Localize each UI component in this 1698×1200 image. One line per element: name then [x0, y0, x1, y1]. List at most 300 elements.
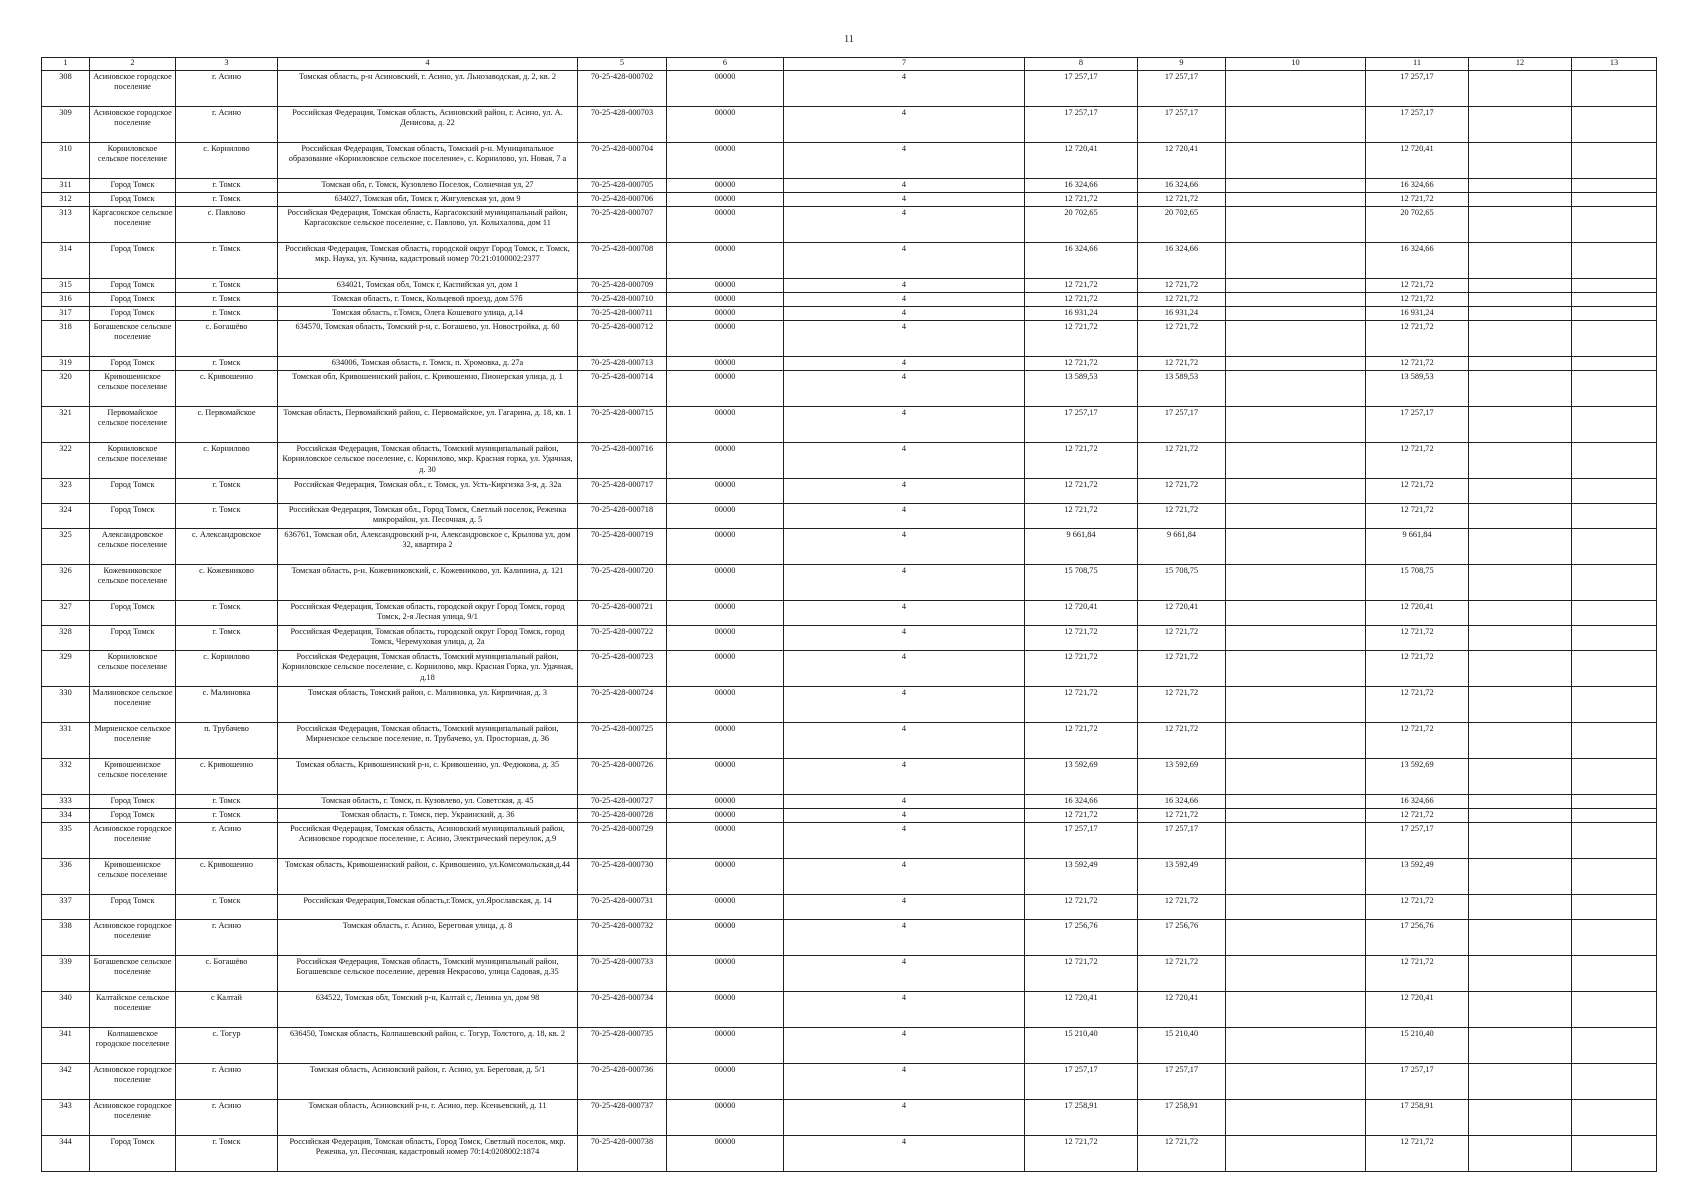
col7-cell: 4 [784, 279, 1025, 293]
municipality-cell: Кривошеинское сельское поселение [90, 371, 176, 407]
col13-cell [1572, 723, 1657, 759]
col13-cell [1572, 179, 1657, 193]
address-cell: Российская Федерация, Томская область, Томский р-н. Муниципальное образование «Корниловское сельское поселение», с. Корнилово, ул. Новая, 7 а [278, 143, 578, 179]
col11-cell: 17 257,17 [1366, 823, 1469, 859]
col12-cell [1469, 601, 1572, 626]
col13-cell [1572, 759, 1657, 795]
code-cell: 70-25-428-000722 [578, 626, 667, 651]
table-row [42, 1100, 1657, 1136]
col10-cell [1226, 809, 1366, 823]
address-cell: Российская Федерация,Томская область,г.Томск, ул.Ярославская, д. 14 [278, 895, 578, 920]
municipality-cell: Корниловское сельское поселение [90, 143, 176, 179]
col11-cell: 12 720,41 [1366, 601, 1469, 626]
row-number: 340 [42, 992, 90, 1028]
row-number: 308 [42, 71, 90, 107]
code-cell: 70-25-428-000735 [578, 1028, 667, 1064]
col11-cell: 17 257,17 [1366, 107, 1469, 143]
code-cell: 70-25-428-000721 [578, 601, 667, 626]
locality-cell: г. Томск [176, 601, 278, 626]
col12-cell [1469, 443, 1572, 479]
col12-cell [1469, 1136, 1572, 1172]
table-row [42, 293, 1657, 307]
municipality-cell: Город Томск [90, 193, 176, 207]
col12-cell [1469, 179, 1572, 193]
municipality-cell: Город Томск [90, 795, 176, 809]
municipality-cell: Кривошеинское сельское поселение [90, 859, 176, 895]
locality-cell: г. Томск [176, 895, 278, 920]
municipality-cell: Город Томск [90, 293, 176, 307]
municipality-cell: Город Томск [90, 601, 176, 626]
col12-cell [1469, 479, 1572, 504]
municipality-cell: Город Томск [90, 243, 176, 279]
col12-cell [1469, 293, 1572, 307]
col9-cell: 12 721,72 [1138, 357, 1226, 371]
col10-cell [1226, 795, 1366, 809]
col10-cell [1226, 1136, 1366, 1172]
col7-cell: 4 [784, 601, 1025, 626]
col13-cell [1572, 601, 1657, 626]
col10-cell [1226, 859, 1366, 895]
col10-cell [1226, 357, 1366, 371]
row-number: 341 [42, 1028, 90, 1064]
row-number: 343 [42, 1100, 90, 1136]
locality-cell: с. Богашёво [176, 321, 278, 357]
col6-cell: 00000 [667, 207, 784, 243]
col6-cell: 00000 [667, 759, 784, 795]
col8-cell: 12 721,72 [1025, 809, 1138, 823]
col6-cell: 00000 [667, 193, 784, 207]
municipality-cell: Корниловское сельское поселение [90, 651, 176, 687]
locality-cell: с. Кривошеино [176, 859, 278, 895]
table-row [42, 759, 1657, 795]
row-number: 321 [42, 407, 90, 443]
col10-cell [1226, 1064, 1366, 1100]
col13-cell [1572, 143, 1657, 179]
row-number: 314 [42, 243, 90, 279]
row-number: 329 [42, 651, 90, 687]
code-cell: 70-25-428-000732 [578, 920, 667, 956]
col9-cell: 20 702,65 [1138, 207, 1226, 243]
col8-cell: 12 721,72 [1025, 895, 1138, 920]
municipality-cell: Александровское сельское поселение [90, 529, 176, 565]
row-number: 327 [42, 601, 90, 626]
col11-cell: 20 702,65 [1366, 207, 1469, 243]
address-cell: Томская область, Асиновский р-н, г. Асино, пер. Ксеньевский, д. 11 [278, 1100, 578, 1136]
address-cell: 634006, Томская область, г. Томск, п. Хромовка, д. 27а [278, 357, 578, 371]
col13-cell [1572, 859, 1657, 895]
col6-cell: 00000 [667, 357, 784, 371]
municipality-cell: Город Томск [90, 307, 176, 321]
code-cell: 70-25-428-000708 [578, 243, 667, 279]
col12-cell [1469, 71, 1572, 107]
col7-cell: 4 [784, 956, 1025, 992]
col7-cell: 4 [784, 357, 1025, 371]
row-number: 318 [42, 321, 90, 357]
col13-cell [1572, 407, 1657, 443]
col9-cell: 17 257,17 [1138, 71, 1226, 107]
locality-cell: с. Кривошеино [176, 759, 278, 795]
col8-cell: 13 592,69 [1025, 759, 1138, 795]
locality-cell: г. Томск [176, 193, 278, 207]
col9-cell: 12 721,72 [1138, 1136, 1226, 1172]
address-cell: Томская область, Асиновский район, г. Асино, ул. Береговая, д. 5/1 [278, 1064, 578, 1100]
address-cell: 634021, Томская обл, Томск г, Каспийская ул, дом 1 [278, 279, 578, 293]
col13-cell [1572, 1136, 1657, 1172]
code-cell: 70-25-428-000705 [578, 179, 667, 193]
municipality-cell: Колпашевское городское поселение [90, 1028, 176, 1064]
col11-cell: 13 592,49 [1366, 859, 1469, 895]
row-number: 335 [42, 823, 90, 859]
locality-cell: с. Кожевниково [176, 565, 278, 601]
municipality-cell: Город Томск [90, 357, 176, 371]
row-number: 322 [42, 443, 90, 479]
municipality-cell: Корниловское сельское поселение [90, 443, 176, 479]
column-header: 10 [1226, 58, 1366, 71]
col6-cell: 00000 [667, 823, 784, 859]
municipality-cell: Город Томск [90, 279, 176, 293]
col13-cell [1572, 1100, 1657, 1136]
col8-cell: 12 721,72 [1025, 193, 1138, 207]
row-number: 319 [42, 357, 90, 371]
col7-cell: 4 [784, 823, 1025, 859]
col6-cell: 00000 [667, 795, 784, 809]
col7-cell: 4 [784, 859, 1025, 895]
address-cell: Томская область, р-н Асиновский, г. Асино, ул. Льнозаводская, д. 2, кв. 2 [278, 71, 578, 107]
col8-cell: 12 721,72 [1025, 687, 1138, 723]
col13-cell [1572, 992, 1657, 1028]
col9-cell: 12 721,72 [1138, 479, 1226, 504]
municipality-cell: Город Томск [90, 179, 176, 193]
code-cell: 70-25-428-000727 [578, 795, 667, 809]
address-cell: Томская область, Кривошеинский р-н, с. Кривошеино, ул. Федюкова, д. 35 [278, 759, 578, 795]
col11-cell: 15 210,40 [1366, 1028, 1469, 1064]
col12-cell [1469, 407, 1572, 443]
table-row [42, 407, 1657, 443]
col9-cell: 17 257,17 [1138, 107, 1226, 143]
code-cell: 70-25-428-000709 [578, 279, 667, 293]
col12-cell [1469, 107, 1572, 143]
row-number: 309 [42, 107, 90, 143]
col6-cell: 00000 [667, 723, 784, 759]
code-cell: 70-25-428-000738 [578, 1136, 667, 1172]
locality-cell: г. Томск [176, 479, 278, 504]
row-number: 338 [42, 920, 90, 956]
code-cell: 70-25-428-000728 [578, 809, 667, 823]
col13-cell [1572, 371, 1657, 407]
col9-cell: 12 721,72 [1138, 504, 1226, 529]
col11-cell: 12 721,72 [1366, 651, 1469, 687]
column-header: 8 [1025, 58, 1138, 71]
col13-cell [1572, 529, 1657, 565]
col10-cell [1226, 626, 1366, 651]
col11-cell: 9 661,84 [1366, 529, 1469, 565]
col11-cell: 12 721,72 [1366, 956, 1469, 992]
col9-cell: 17 257,17 [1138, 1064, 1226, 1100]
row-number: 323 [42, 479, 90, 504]
col10-cell [1226, 479, 1366, 504]
col11-cell: 12 721,72 [1366, 193, 1469, 207]
municipality-cell: Кожевниковское сельское поселение [90, 565, 176, 601]
col6-cell: 00000 [667, 1064, 784, 1100]
col13-cell [1572, 207, 1657, 243]
municipality-cell: Асиновское городское поселение [90, 1100, 176, 1136]
col11-cell: 12 721,72 [1366, 1136, 1469, 1172]
col11-cell: 12 720,41 [1366, 992, 1469, 1028]
col11-cell: 12 721,72 [1366, 723, 1469, 759]
code-cell: 70-25-428-000711 [578, 307, 667, 321]
locality-cell: г. Томск [176, 179, 278, 193]
col11-cell: 12 721,72 [1366, 895, 1469, 920]
row-number: 316 [42, 293, 90, 307]
locality-cell: с. Корнилово [176, 651, 278, 687]
col8-cell: 12 721,72 [1025, 1136, 1138, 1172]
col13-cell [1572, 626, 1657, 651]
col13-cell [1572, 107, 1657, 143]
col9-cell: 16 324,66 [1138, 795, 1226, 809]
col9-cell: 12 721,72 [1138, 895, 1226, 920]
col8-cell: 16 324,66 [1025, 795, 1138, 809]
address-cell: 636761, Томская обл, Александровский р-н, Александровское с, Крылова ул, дом 32, квартира 2 [278, 529, 578, 565]
col7-cell: 4 [784, 504, 1025, 529]
col7-cell: 4 [784, 529, 1025, 565]
col12-cell [1469, 243, 1572, 279]
col10-cell [1226, 407, 1366, 443]
row-number: 317 [42, 307, 90, 321]
table-row [42, 895, 1657, 920]
col10-cell [1226, 143, 1366, 179]
col11-cell: 17 257,17 [1366, 71, 1469, 107]
table-row [42, 1064, 1657, 1100]
address-cell: Томская область, г.Томск, Олега Кошевого улица, д.14 [278, 307, 578, 321]
code-cell: 70-25-428-000731 [578, 895, 667, 920]
col9-cell: 12 721,72 [1138, 651, 1226, 687]
col7-cell: 4 [784, 795, 1025, 809]
col7-cell: 4 [784, 71, 1025, 107]
col9-cell: 12 720,41 [1138, 992, 1226, 1028]
col8-cell: 12 720,41 [1025, 601, 1138, 626]
col11-cell: 13 592,69 [1366, 759, 1469, 795]
locality-cell: г. Томск [176, 795, 278, 809]
col13-cell [1572, 956, 1657, 992]
col8-cell: 17 257,17 [1025, 823, 1138, 859]
col9-cell: 16 324,66 [1138, 243, 1226, 279]
col11-cell: 16 931,24 [1366, 307, 1469, 321]
locality-cell: с Калтай [176, 992, 278, 1028]
col13-cell [1572, 71, 1657, 107]
table-row [42, 107, 1657, 143]
col7-cell: 4 [784, 895, 1025, 920]
col13-cell [1572, 357, 1657, 371]
col10-cell [1226, 371, 1366, 407]
col7-cell: 4 [784, 1064, 1025, 1100]
col13-cell [1572, 1028, 1657, 1064]
col6-cell: 00000 [667, 529, 784, 565]
col7-cell: 4 [784, 1136, 1025, 1172]
col9-cell: 17 256,76 [1138, 920, 1226, 956]
municipality-cell: Асиновское городское поселение [90, 823, 176, 859]
col7-cell: 4 [784, 651, 1025, 687]
address-cell: Томская область, г. Асино, Береговая улица, д. 8 [278, 920, 578, 956]
col6-cell: 00000 [667, 71, 784, 107]
col12-cell [1469, 1028, 1572, 1064]
col12-cell [1469, 795, 1572, 809]
locality-cell: г. Асино [176, 1100, 278, 1136]
row-number: 334 [42, 809, 90, 823]
locality-cell: п. Трубачево [176, 723, 278, 759]
col6-cell: 00000 [667, 651, 784, 687]
column-header: 4 [278, 58, 578, 71]
col6-cell: 00000 [667, 504, 784, 529]
col10-cell [1226, 565, 1366, 601]
col8-cell: 16 324,66 [1025, 179, 1138, 193]
row-number: 344 [42, 1136, 90, 1172]
col10-cell [1226, 293, 1366, 307]
row-number: 336 [42, 859, 90, 895]
col6-cell: 00000 [667, 179, 784, 193]
col7-cell: 4 [784, 143, 1025, 179]
col10-cell [1226, 443, 1366, 479]
municipality-cell: Первомайское сельское поселение [90, 407, 176, 443]
code-cell: 70-25-428-000712 [578, 321, 667, 357]
col9-cell: 17 257,17 [1138, 407, 1226, 443]
locality-cell: с. Павлово [176, 207, 278, 243]
col12-cell [1469, 1100, 1572, 1136]
col11-cell: 16 324,66 [1366, 179, 1469, 193]
col8-cell: 12 721,72 [1025, 357, 1138, 371]
locality-cell: с. Александровское [176, 529, 278, 565]
col7-cell: 4 [784, 759, 1025, 795]
col9-cell: 12 721,72 [1138, 723, 1226, 759]
col13-cell [1572, 920, 1657, 956]
table-header-row [42, 58, 1657, 71]
data-table [41, 57, 1657, 1172]
code-cell: 70-25-428-000715 [578, 407, 667, 443]
col8-cell: 12 721,72 [1025, 443, 1138, 479]
col7-cell: 4 [784, 920, 1025, 956]
col7-cell: 4 [784, 443, 1025, 479]
col8-cell: 17 257,17 [1025, 407, 1138, 443]
col7-cell: 4 [784, 179, 1025, 193]
col12-cell [1469, 357, 1572, 371]
table-row [42, 601, 1657, 626]
row-number: 332 [42, 759, 90, 795]
address-cell: Российская Федерация, Томская область, Томский муниципальный район, Мирненское сельское поселение, п. Трубачево, ул. Просторная, д. 36 [278, 723, 578, 759]
municipality-cell: Калтайское сельское поселение [90, 992, 176, 1028]
col12-cell [1469, 759, 1572, 795]
col6-cell: 00000 [667, 809, 784, 823]
address-cell: 634027, Томская обл, Томск г, Жигулевская ул, дом 9 [278, 193, 578, 207]
table-row [42, 443, 1657, 479]
col10-cell [1226, 504, 1366, 529]
col9-cell: 12 721,72 [1138, 279, 1226, 293]
code-cell: 70-25-428-000714 [578, 371, 667, 407]
col6-cell: 00000 [667, 956, 784, 992]
col6-cell: 00000 [667, 321, 784, 357]
code-cell: 70-25-428-000725 [578, 723, 667, 759]
code-cell: 70-25-428-000729 [578, 823, 667, 859]
col6-cell: 00000 [667, 601, 784, 626]
address-cell: Российская Федерация, Томская обл., г. Томск, ул. Усть-Киргизка 3-я, д. 32а [278, 479, 578, 504]
col8-cell: 9 661,84 [1025, 529, 1138, 565]
locality-cell: г. Томск [176, 279, 278, 293]
column-header: 9 [1138, 58, 1226, 71]
col12-cell [1469, 992, 1572, 1028]
col12-cell [1469, 651, 1572, 687]
table-row [42, 565, 1657, 601]
col7-cell: 4 [784, 193, 1025, 207]
col6-cell: 00000 [667, 279, 784, 293]
col6-cell: 00000 [667, 293, 784, 307]
locality-cell: г. Томск [176, 293, 278, 307]
col12-cell [1469, 859, 1572, 895]
col9-cell: 9 661,84 [1138, 529, 1226, 565]
col8-cell: 17 257,17 [1025, 71, 1138, 107]
col7-cell: 4 [784, 626, 1025, 651]
address-cell: Томская обл, г. Томск, Кузовлево Поселок, Солнечная ул, 27 [278, 179, 578, 193]
col11-cell: 13 589,53 [1366, 371, 1469, 407]
row-number: 330 [42, 687, 90, 723]
col12-cell [1469, 626, 1572, 651]
col6-cell: 00000 [667, 626, 784, 651]
col12-cell [1469, 895, 1572, 920]
row-number: 320 [42, 371, 90, 407]
row-number: 313 [42, 207, 90, 243]
col12-cell [1469, 1064, 1572, 1100]
col7-cell: 4 [784, 293, 1025, 307]
col8-cell: 13 592,49 [1025, 859, 1138, 895]
col13-cell [1572, 193, 1657, 207]
col9-cell: 12 720,41 [1138, 143, 1226, 179]
table-row [42, 307, 1657, 321]
col7-cell: 4 [784, 307, 1025, 321]
col13-cell [1572, 243, 1657, 279]
column-header: 12 [1469, 58, 1572, 71]
col11-cell: 12 721,72 [1366, 443, 1469, 479]
row-number: 315 [42, 279, 90, 293]
column-header: 2 [90, 58, 176, 71]
column-header: 6 [667, 58, 784, 71]
table-row [42, 1136, 1657, 1172]
municipality-cell: Город Томск [90, 504, 176, 529]
row-number: 328 [42, 626, 90, 651]
municipality-cell: Богашевское сельское поселение [90, 956, 176, 992]
code-cell: 70-25-428-000717 [578, 479, 667, 504]
col11-cell: 12 721,72 [1366, 479, 1469, 504]
table-row [42, 859, 1657, 895]
table-row [42, 479, 1657, 504]
locality-cell: с. Кривошеино [176, 371, 278, 407]
col10-cell [1226, 193, 1366, 207]
table-row [42, 357, 1657, 371]
col10-cell [1226, 992, 1366, 1028]
municipality-cell: Город Томск [90, 626, 176, 651]
col10-cell [1226, 529, 1366, 565]
col10-cell [1226, 956, 1366, 992]
row-number: 333 [42, 795, 90, 809]
table-row [42, 809, 1657, 823]
address-cell: Российская Федерация, Томская область, Томский муниципальный район, Корниловское сельское поселение, с. Корнилово, мкр. Красная Горка, ул. Удачная, д.18 [278, 651, 578, 687]
municipality-cell: Малиновское сельское поселение [90, 687, 176, 723]
locality-cell: г. Томск [176, 357, 278, 371]
col12-cell [1469, 504, 1572, 529]
col8-cell: 17 258,91 [1025, 1100, 1138, 1136]
col13-cell [1572, 895, 1657, 920]
col6-cell: 00000 [667, 479, 784, 504]
locality-cell: г. Асино [176, 823, 278, 859]
col10-cell [1226, 71, 1366, 107]
col6-cell: 00000 [667, 107, 784, 143]
col10-cell [1226, 1028, 1366, 1064]
